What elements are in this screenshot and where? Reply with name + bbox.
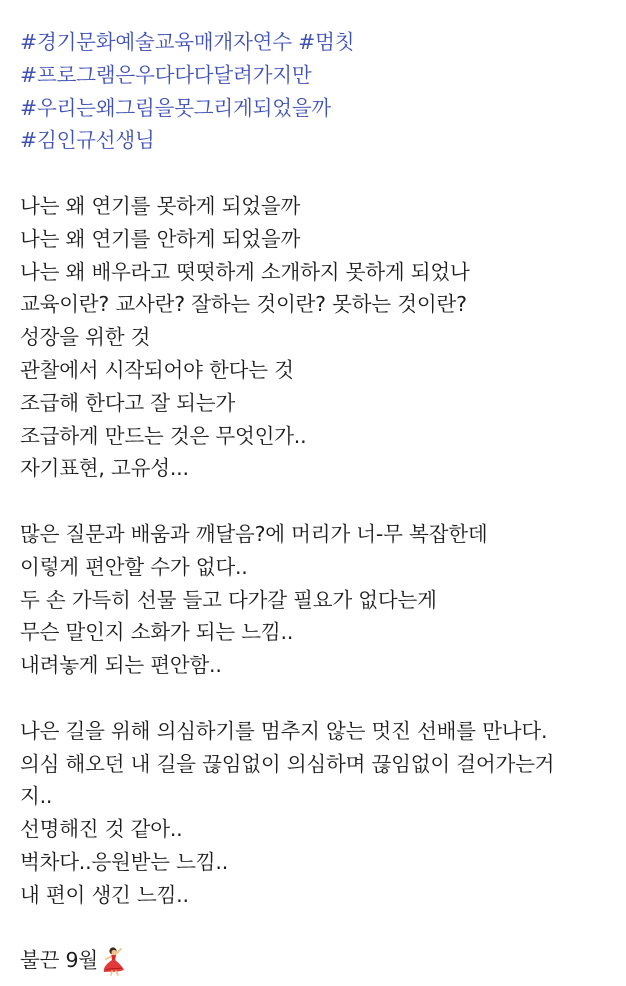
hashtag-link[interactable]: #경기문화예술교육매개자연수 [20, 30, 292, 54]
hashtag-link[interactable]: #김인규선생님 [20, 128, 155, 153]
text-line: 선명해진 것 같아.. [20, 817, 183, 842]
paragraph-gap [20, 682, 620, 715]
hashtag-line-3 [20, 92, 620, 125]
paragraph-gap [20, 157, 620, 190]
text-line: 무슨 말인지 소화가 되는 느낌.. [20, 620, 294, 645]
closing-line [20, 944, 620, 977]
text-line: 두 손 가득히 선물 들고 다가갈 필요가 없다는게 [20, 587, 437, 612]
text-line: 내 편이 생긴 느낌.. [20, 882, 189, 907]
hashtag-line-4 [20, 124, 620, 157]
hashtag-line-1 [20, 26, 620, 59]
text-line: 내려놓게 되는 편안함.. [20, 653, 222, 678]
text-line: 벅차다..응원받는 느낌.. [20, 849, 229, 874]
dancer-emoji-icon [100, 946, 128, 976]
closing-text: 불끈 9월 [20, 948, 98, 973]
text-line: 관찰에서 시작되어야 한다는 것 [20, 357, 294, 382]
text-line: 의심 해오던 내 길을 끊임없이 의심하며 끊임없이 걸어가는거 [20, 751, 555, 776]
paragraph-gap [20, 912, 620, 945]
text-line: 지.. [20, 784, 53, 809]
text-line: 이렇게 편안할 수가 없다.. [20, 554, 248, 579]
hashtag-link[interactable]: #우리는왜그림을못그리게되었을까 [20, 95, 332, 120]
text-line: 조급하게 만드는 것은 무엇인가.. [20, 423, 307, 448]
paragraph-gap [20, 485, 620, 518]
text-line: 나는 왜 연기를 안하게 되었을까 [20, 226, 301, 251]
hashtag-link[interactable]: #프로그램은우다다다달려가지만 [20, 62, 312, 87]
text-line: 성장을 위한 것 [20, 325, 151, 350]
text-line: 조급해 한다고 잘 되는가 [20, 390, 235, 415]
text-line: 많은 질문과 배움과 깨달음?에 머리가 너-무 복잡한데 [20, 521, 488, 546]
hashtag-link[interactable]: #멈칫 [298, 30, 355, 54]
text-line: 교육이란? 교사란? 잘하는 것이란? 못하는 것이란? [20, 292, 467, 317]
text-line: 나는 왜 연기를 못하게 되었을까 [20, 193, 301, 218]
hashtag-line-2 [20, 59, 620, 92]
post-body [20, 26, 620, 977]
text-line: 나은 길을 위해 의심하기를 멈추지 않는 멋진 선배를 만나다. [20, 718, 548, 743]
text-line: 자기표현, 고유성... [20, 456, 189, 481]
text-line: 나는 왜 배우라고 떳떳하게 소개하지 못하게 되었나 [20, 259, 470, 284]
